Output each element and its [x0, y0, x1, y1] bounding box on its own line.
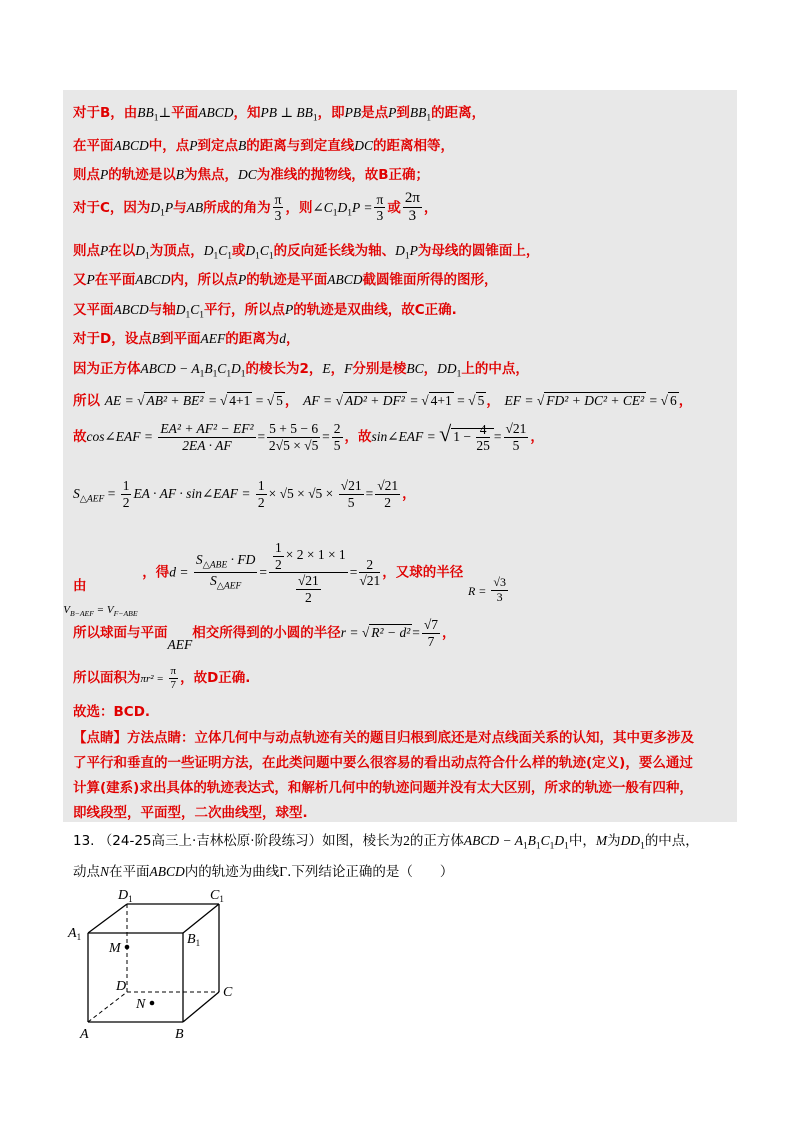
label-m: M — [109, 941, 121, 956]
solution-line-d1: 对于D，设点B到平面AEF的距离为d， — [73, 331, 300, 347]
solution-line-c3: 又P在平面ABCD内，所以点P的轨迹是平面ABCD截圆锥面所得的图形， — [73, 272, 498, 288]
solution-line-c4: 又平面ABCD与轴$D_1C_1$平行，所以点P的轨迹是双曲线，故C正确. — [73, 302, 457, 321]
solution-line-b3: 则点P的轨迹是以B为焦点，DC为准线的抛物线，故B正确； — [73, 167, 430, 183]
tip-line-2: 了平行和垂直的一些证明方法，在此类问题中要么很容易的看出动点符合什么样的轨迹(定义)，要么通过 — [73, 755, 693, 771]
label-c: C — [223, 985, 233, 1000]
label-a1: $A_1$ — [68, 926, 82, 942]
label-b: B — [175, 1027, 184, 1042]
point-m — [125, 945, 130, 950]
point-n — [150, 1001, 155, 1006]
edge-b1-c1 — [183, 904, 219, 933]
label-d: D — [116, 979, 127, 994]
solution-line-d4: 故cos∠EAF = $\frac{\text{EA² + AF² − EF²}}{2EA \cdot AF}$ = $\frac{5 + 5 - 6}{2√5 \times √5}$ = $\frac{2}{5}$ ，故sin∠EAF = √ 1 − $\frac{4}{25}$ = $\frac{√21}{5}$ ， — [73, 421, 544, 454]
cube-figure — [60, 885, 240, 1045]
solution-line-d6: 由 $_{V_{B-AEF} = V_{F-ABE}}$ ，得d = $\frac{S_{\triangle ABE} \cdot FD}{S_{\triangle AEF}}$ = $\frac{1}{2}$ × 2 × 1 × 1 $\frac{√21}{2}$ = $\frac{2}{√21}$ ，又球的半径 R = $\frac{√3}{3}$ — [63, 540, 506, 618]
label-a: A — [80, 1027, 89, 1042]
tip-line-3: 计算(建系)求出具体的轨迹表达式，和解析几何中的轨迹问题并没有太大区别，所求的轨迹一般有四种， — [73, 780, 693, 796]
question-line-2: 动点N在平面ABCD内的轨迹为曲线Γ.下列结论正确的是（ ） — [73, 864, 454, 880]
solution-line-d2: 因为正方体ABCD − $A_1B_1C_1D_1$的棱长为2，E，F分别是棱BC，$DD_1$上的中点， — [73, 361, 529, 380]
edge-b-c — [183, 992, 219, 1022]
solution-line-d5: $S_{\triangle AEF}$ = $\frac{1}{2}$ EA · AF · sin∠EAF = $\frac{1}{2}$ × √5 × √5 × $\frac{√21}{5}$ = $\frac{√21}{2}$ ， — [73, 478, 416, 510]
tip-line-1: 【点睛】方法点睛：立体几何中与动点轨迹有关的题目归根到底还是对点线面关系的认知，其中更多涉及 — [73, 730, 694, 746]
label-d1: $D_1$ — [118, 888, 133, 904]
edge-a-d — [88, 992, 127, 1022]
edge-a1-d1 — [88, 904, 127, 933]
solution-line-d3: 所以 AE = √ AB² + BE² = √ 4+1 = √ 5 ， AF = √ AD² + DF² = √ 4+1 = √ 5 ， EF = √ FD² + DC² + CE² = √ 6 ， — [73, 393, 693, 409]
label-b1: $B_1$ — [187, 932, 201, 948]
solution-line-c1: 对于C，因为$D_1P$与AB所成的角为 $\frac{\pi}{3}$ ，则$\angle C_1D_1P$ = $\frac{\pi}{3}$ 或 $\frac{2\pi}{3}$ ， — [73, 190, 438, 225]
solution-line-b2: 在平面ABCD中，点P到定点B的距离与到定直线DC的距离相等， — [73, 138, 455, 154]
tip-line-4: 即线段型，平面型，二次曲线型，球型. — [73, 805, 308, 821]
solution-line-b1: 对于B，由$BB_1\perp$平面ABCD，知PB ⊥ $BB_1$，即PB是点P到$BB_1$的距离， — [73, 105, 486, 124]
question-line-1: 13. （24-25高三上·吉林松原·阶段练习）如图，棱长为2的正方体ABCD − $A_1B_1C_1D_1$中，M为$DD_1$的中点， — [73, 833, 699, 852]
label-n: N — [136, 997, 146, 1012]
solution-line-d7: 所以球面与平面AEF相交所得到的小圆的半径r = √ R² − d² = $\frac{√7}{7}$ ， — [73, 617, 456, 653]
solution-answer: 故选：BCD. — [73, 704, 151, 720]
solution-line-c2: 则点P在以$D_1$为顶点，$D_1C_1$或$D_1C_1$的反向延长线为轴、$D_1P$为母线的圆锥面上， — [73, 243, 540, 262]
solution-line-d8: 所以面积为πr² = $\frac{\pi}{7}$ ，故D正确. — [73, 665, 251, 691]
label-c1: $C_1$ — [210, 888, 224, 904]
